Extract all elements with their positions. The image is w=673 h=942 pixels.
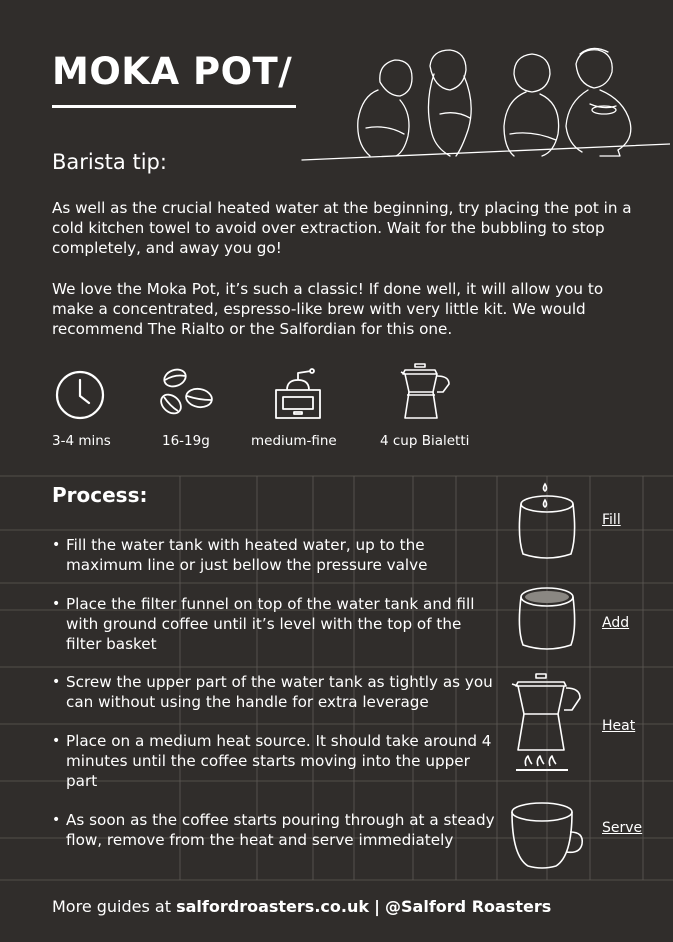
coffee-beans-icon (157, 366, 215, 420)
step-text: As soon as the coffee starts pouring through at a steady flow, remove from the heat and serve immediately (66, 811, 495, 849)
title-underline (52, 105, 296, 108)
step-text: Place the filter funnel on top of the water tank and fill with ground coffee until it’s level with the top of the filter basket (66, 595, 475, 653)
serve-step-link[interactable]: Serve (602, 820, 643, 836)
bullet: • (52, 674, 61, 690)
step-text: Fill the water tank with heated water, up to the maximum line or just bellow the pressure valve (66, 536, 428, 574)
clock-icon (54, 369, 106, 421)
process-step-3 (52, 672, 496, 712)
process-step-1 (52, 535, 496, 575)
fill-step-link[interactable]: Fill (602, 512, 621, 528)
bullet: • (52, 596, 61, 612)
step-text: Screw the upper part of the water tank as tightly as you can without using the handle for extra leverage (66, 673, 493, 711)
brew-time-label: 3-4 mins (52, 433, 111, 449)
process-step-5 (52, 810, 496, 850)
bullet: • (52, 812, 61, 828)
grind-size-label: medium-fine (251, 433, 337, 449)
website-link[interactable]: salfordroasters.co.uk (176, 897, 369, 916)
tip-paragraph-2: We love the Moka Pot, it’s such a classic! If done well, it will allow you to make a concentrated, espresso-like brew with very little kit. We would recommend The Rialto or the Salfordian for this one. (52, 280, 604, 338)
page-title: MOKA POT/ (52, 50, 293, 93)
grinder-icon (273, 368, 323, 420)
bullet: • (52, 537, 61, 553)
serve-cup-icon (508, 800, 586, 872)
moka-pot-icon (399, 362, 455, 422)
pot-size-label: 4 cup Bialetti (380, 433, 470, 449)
footer-prefix: More guides at (52, 897, 171, 916)
process-heading: Process: (52, 483, 148, 507)
coffee-dose-label: 16-19g (162, 433, 210, 449)
bullet: • (52, 733, 61, 749)
tip-paragraph-1: As well as the crucial heated water at the beginning, try placing the pot in a cold kitchen towel to avoid over extraction. Wait for the bubbling to stop completely, and away you go! (52, 199, 632, 257)
barista-tip-heading: Barista tip: (52, 150, 167, 174)
add-step-link[interactable]: Add (602, 615, 630, 631)
process-step-4 (52, 731, 496, 791)
footer-separator: | (374, 897, 380, 916)
fill-water-tank-icon (515, 480, 581, 562)
friends-illustration (300, 44, 670, 164)
add-coffee-icon (515, 585, 581, 655)
process-step-2 (52, 594, 496, 654)
social-handle[interactable]: @Salford Roasters (385, 897, 552, 916)
heat-step-link[interactable]: Heat (602, 718, 636, 734)
heat-moka-pot-icon (510, 670, 584, 775)
step-text: Place on a medium heat source. It should take around 4 minutes until the coffee starts moving into the upper part (66, 732, 492, 790)
footer (52, 897, 551, 916)
